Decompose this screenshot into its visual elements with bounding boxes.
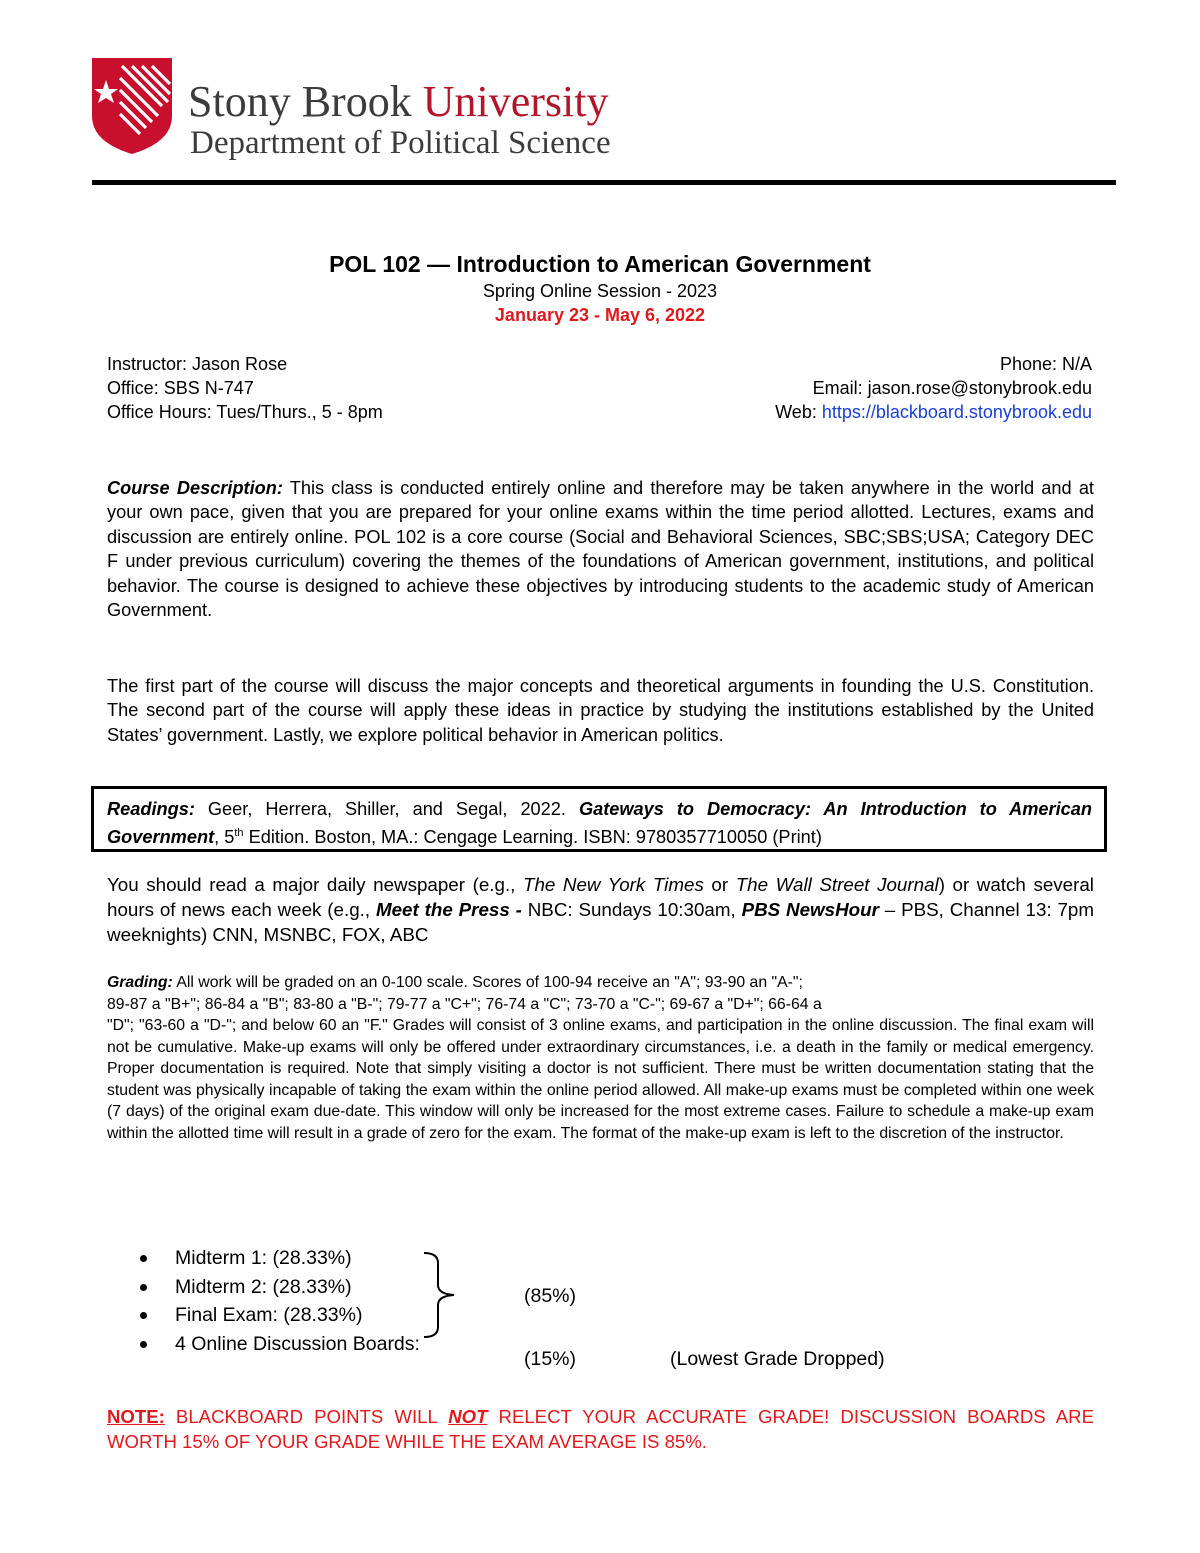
breakdown-item-label: Final Exam: (28.33%) [175,1304,363,1326]
news-meet-the-press: Meet the Press - [375,899,522,920]
grading-scale-2: 89-87 a "B+"; 86-84 a "B"; 83-80 a "B-"; 79-77 a "C+"; 76-74 a "C"; 73-70 a "C-"; 69-67 a "D+"; 66-64 a [107,995,822,1013]
right-brace-icon [420,1251,460,1339]
note-emphasis: NOT [448,1406,488,1427]
instructor-name: Instructor: Jason Rose [107,354,288,374]
discussion-percent: (15%) [524,1348,577,1370]
grading-policy [107,972,1094,1144]
course-description [107,476,1094,622]
instructor-email: Email: jason.rose@stonybrook.edu [812,378,1092,398]
course-title: POL 102 — Introduction to American Government [329,251,871,277]
news-requirement [107,872,1094,947]
readings-edition-suffix: th [234,827,244,839]
breakdown-item-label: Midterm 2: (28.33%) [175,1275,352,1298]
bullet-icon [140,1255,147,1262]
readings-edition: , 5 [214,827,235,848]
news-wsj: The Wall Street Journal [735,874,939,895]
grading-scale-1: All work will be graded on an 0-100 scale. Scores of 100-94 receive an "A"; 93-90 an "A-"; [172,974,803,991]
university-name [188,78,608,126]
news-text-3: ) or watch several hours of news each week (e.g., [107,874,1094,920]
news-nyt: The New York Times [522,874,704,895]
readings-authors: Geer, Herrera, Shiller, and Segal, 2022. [194,799,579,819]
instructor-phone: Phone: N/A [999,354,1092,374]
readings-box [91,786,1107,852]
blackboard-link[interactable]: https://blackboard.stonybrook.edu [821,402,1092,422]
grading-body: "D"; "63-60 a "D-"; and below 60 an "F." Grades will consist of 3 online exams, and participation in the online discussion. The final exam will not be cumulative. Make-up exams will only be offered under extraordinary circumstances, i.e. a death in the family or medical emergency. Proper documentation is required. Note that simply visiting a doctor is not sufficient. There must be written documentation stating that the student was physically incapable of taking the exam within the online period allowed. All make-up exams must be completed within one week (7 days) of the original exam due-date. This window will only be increased for the most extreme cases. Failure to schedule a make-up exam within the allotted time will result in a grade of zero for the exam. The format of the make-up exam is left to the discretion of the instructor. [107,1017,1094,1142]
news-text-4: NBC: Sundays 10:30am, [521,899,742,920]
bullet-icon [140,1312,147,1319]
news-text-5: – PBS, Channel 13: 7pm weeknights) CNN, MSNBC, FOX, ABC [107,899,1095,945]
contact-info [775,352,1092,424]
course-session: Spring Online Session - 2023 [482,281,718,301]
course-dates: January 23 - May 6, 2022 [494,305,706,325]
exams-total-percent: (85%) [524,1285,577,1307]
bullet-icon [140,1341,147,1348]
news-pbs-newshour: PBS NewsHour [741,899,879,920]
instructor-office: Office: SBS N-747 [107,378,254,398]
discussion-note: (Lowest Grade Dropped) [670,1348,885,1370]
instructor-hours: Office Hours: Tues/Thurs., 5 - 8pm [107,402,383,422]
grading-label: Grading: [107,974,173,991]
university-name-part2: University [422,77,609,126]
note-label: NOTE: [107,1406,165,1427]
department-name: Department of Political Science [190,125,611,161]
breakdown-item-label: Midterm 1: (28.33%) [175,1247,352,1269]
course-description-text: This class is conducted entirely online and therefore may be taken anywhere in the world and at your own pace, given that you are prepared for your online exams within the time period allotted. Lectures, exams and discussion are entirely online. POL 102 is a core course (Social and Behavioral Sciences, SBC;SBS;USA; Category DEC F under previous curriculum) covering the themes of the foundations of American government, institutions, and political behavior. The course is designed to achieve these objectives by introducing students to the academic study of American Government. [107,478,1094,621]
header-divider [92,180,1116,185]
star-shield-icon [92,58,172,154]
breakdown-item-label: 4 Online Discussion Boards: [175,1332,420,1355]
instructor-info [107,352,383,424]
course-overview: The first part of the course will discuss the major concepts and theoretical arguments in founding the U.S. Constitution. The second part of the course will apply these ideas in practice by studying the institutions established by the United States’ government. Lastly, we explore political behavior in American politics. [107,676,1094,745]
bullet-icon [140,1284,147,1291]
instructor-web [775,400,1092,424]
course-description-label: Course Description: [107,478,283,498]
news-text-2: or [703,874,736,895]
note-text-2: RELECT YOUR ACCURATE GRADE! DISCUSSION BOARDS ARE WORTH 15% OF YOUR GRADE WHILE THE EXAM AVERAGE IS 85%. [107,1406,1094,1452]
blackboard-note [107,1405,1094,1454]
news-text-1: You should read a major daily newspaper (e.g., [107,874,523,895]
readings-label: Readings: [107,799,195,819]
readings-publisher: Edition. Boston, MA.: Cengage Learning. ISBN: 9780357710050 (Print) [243,827,822,848]
readings-book-title: Gateways to Democracy: An Introduction to American Government [107,799,1093,848]
web-label: Web: [775,402,822,422]
note-text-1: BLACKBOARD POINTS WILL [164,1406,449,1427]
university-name-part1: Stony Brook [188,77,412,126]
